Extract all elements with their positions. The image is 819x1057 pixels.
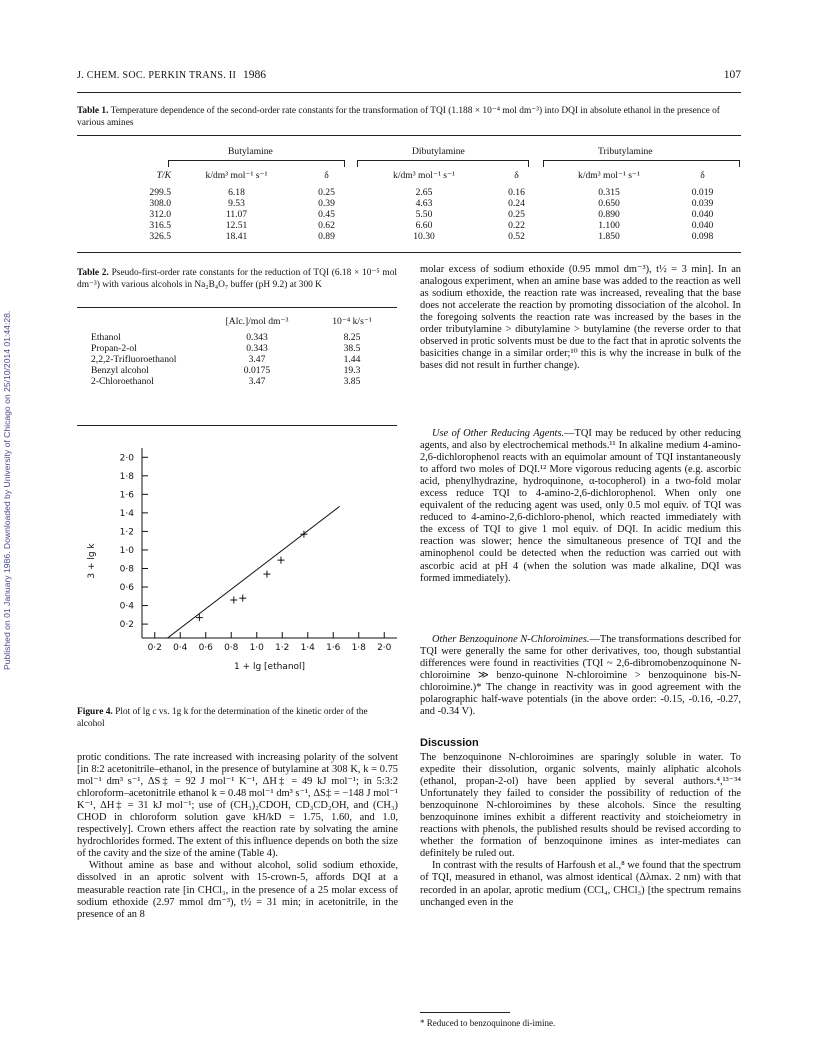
table-cell: 308.0 xyxy=(149,198,171,209)
table1-label: Table 1. xyxy=(77,106,109,116)
x-tick-label: 2·0 xyxy=(377,643,392,653)
download-watermark xyxy=(2,150,14,670)
data-point xyxy=(230,597,237,604)
table1-col-d2: δ xyxy=(514,170,519,181)
y-tick-label: 0·8 xyxy=(119,564,134,575)
y-tick-label: 2·0 xyxy=(119,453,134,464)
y-tick-label: 1·2 xyxy=(119,527,134,538)
section-title: Use of Other Reducing Agents. xyxy=(432,428,565,439)
table-cell: 11.07 xyxy=(225,209,248,220)
data-point xyxy=(263,571,270,578)
table-cell: 0.650 xyxy=(598,198,620,209)
table2 xyxy=(77,316,392,387)
table-cell: 2.65 xyxy=(415,187,433,198)
table-cell: Benzyl alcohol xyxy=(91,365,149,376)
table2-label: Table 2. xyxy=(77,268,109,278)
table1-brace-1 xyxy=(168,160,345,167)
table-row xyxy=(77,198,741,209)
table1-bottom-rule xyxy=(77,252,741,253)
table-cell: 0.25 xyxy=(318,187,335,198)
section-other-benzoquinone xyxy=(420,634,741,718)
table-cell: 19.3 xyxy=(343,365,361,376)
x-tick-label: 1·8 xyxy=(351,643,366,653)
table-cell: 0.039 xyxy=(691,198,714,209)
table-cell: 9.53 xyxy=(228,198,245,209)
x-tick-label: 1·0 xyxy=(249,643,264,653)
table-cell: 4.63 xyxy=(415,198,433,209)
y-tick-label: 1·8 xyxy=(119,471,134,482)
table2-col-k: 10⁻⁴ k/s⁻¹ xyxy=(332,316,372,327)
table-cell: 8.25 xyxy=(343,332,361,343)
journal-name: J. CHEM. SOC. PERKIN TRANS. II xyxy=(77,70,237,81)
table1-col-d3: δ xyxy=(700,170,705,181)
table-cell: 0.22 xyxy=(508,220,525,231)
journal-year: 1986 xyxy=(243,69,266,81)
body-paragraph: In contrast with the results of Harfoush et al.,⁸ we found that the spectrum of TQI, measured in ethanol, was almost identical (Δλmax. 2 nm) with that recorded in an apolar, aprotic medium (CCl₄, CHCl₃) [the spectrum remains unchanged even in the xyxy=(420,860,741,908)
y-tick-label: 1·4 xyxy=(119,508,134,519)
table1-group-butylamine: Butylamine xyxy=(228,146,273,157)
table-cell: 10.30 xyxy=(413,231,435,242)
footnote: * Reduced to benzoquinone di-imine. xyxy=(420,1018,556,1028)
table-row xyxy=(77,354,392,365)
x-tick-label: 0·6 xyxy=(198,643,213,653)
table-row xyxy=(77,220,741,231)
section-title: Other Benzoquinone N-Chloroimines. xyxy=(432,634,590,645)
data-point xyxy=(277,557,284,564)
table-cell: 0.040 xyxy=(691,220,714,231)
fit-line xyxy=(168,506,340,638)
table-cell: 0.45 xyxy=(318,209,335,220)
table-cell: 0.040 xyxy=(691,209,714,220)
footnote-rule xyxy=(420,1012,510,1013)
x-axis-label: 1 + lg [ethanol] xyxy=(233,662,306,672)
table1-brace-3 xyxy=(543,160,740,167)
right-column-lower xyxy=(420,634,741,718)
right-column-top xyxy=(420,264,741,372)
table-row xyxy=(77,231,741,242)
x-tick-label: 0·8 xyxy=(224,643,239,653)
y-tick-label: 0·4 xyxy=(119,601,134,612)
table-cell: 3.47 xyxy=(248,354,266,365)
table2-top-rule xyxy=(77,307,397,308)
figure4-caption xyxy=(77,707,397,730)
discussion-heading: Discussion xyxy=(420,737,479,749)
table-cell: 12.51 xyxy=(225,220,248,231)
table-cell: 1.850 xyxy=(598,231,620,242)
y-tick-label: 0·2 xyxy=(119,620,134,631)
table-row xyxy=(77,332,392,343)
table-cell: 316.5 xyxy=(149,220,171,231)
table1-caption xyxy=(77,106,741,129)
table-cell: 0.89 xyxy=(318,231,335,242)
header-rule xyxy=(77,92,741,93)
table-cell: 6.60 xyxy=(415,220,433,231)
body-paragraph: —TQI may be reduced by other reducing agents, and also by electrochemical methods.¹¹ In alkaline medium 4-amino-2,6-dichlorophenol reacts with an equimolar amount of TQI instantaneously to afford two moles of DQI.¹² More vigorous reducing agents (e.g. ascorbic acid, phenylhydrazine, hydroquinone, α-tocopherol) in a two-fold molar excess reduce TQI to 4-amino-2,6-dichlorophenol. When only one equivalent of the reducing agent was used, only 0.5 mol equiv. of TQI was reduced to 4-amino-2,6-dichloro-phenol, which reacted immediately with the excess of TQI to give 1 mol equiv. of DQI. In acidic medium this reaction was slower; hence the simultaneous presence of TQI and the aminophenol could be detected when the reduction was carried out with ascorbic acid at pH 4 (when the solution was made alkaline, DQI was formed immediately). xyxy=(420,428,741,584)
table-cell: Propan-2-ol xyxy=(91,343,137,354)
table-row xyxy=(77,365,392,376)
page-number: 107 xyxy=(723,69,741,81)
table2-bottom-rule xyxy=(77,425,397,426)
table1-col-k2: k/dm³ mol⁻¹ s⁻¹ xyxy=(393,170,455,181)
table2-caption-text: Pseudo-first-order rate constants for the reduction of TQI (6.18 × 10⁻⁵ mol dm⁻³) with various alcohols in Na₂B₄O₇ buffer (pH 9.2) at 300 K xyxy=(77,268,397,290)
body-paragraph: protic conditions. The rate increased with increasing polarity of the solvent [in 8:2 acetonitrile–ethanol, in the presence of butylamine at 308 K, k = 0.75 mol⁻¹ dm³ s⁻¹, ΔS‡ = 92 J mol⁻¹ K⁻¹, ΔH‡ = 49 kJ mol⁻¹; in 5:3:2 chloroform–acetonitrile ethanol k = 0.48 mol⁻¹ dm³ s⁻¹, ΔS‡ = −148 J mol⁻¹ K⁻¹, ΔH‡ = 31 kJ mol⁻¹; use of (CH₃)₂CDOH, CD₃CD₂OH, and (CH₃) CHOD in chloroform solution gave kH/kD = 1.75, 1.60, and 1.0, respectively]. Crown ethers affect the reaction rate by solvating the amine hydrochlorides formed. The extent of this influence depends on both the size of the cavity and the size of the amine (Table 4). xyxy=(77,752,398,860)
table-cell: 326.5 xyxy=(149,231,171,242)
table2-caption xyxy=(77,268,397,291)
table-cell: 1.44 xyxy=(343,354,361,365)
table1-group-tributylamine: Tributylamine xyxy=(598,146,653,157)
table-cell: 0.16 xyxy=(508,187,525,198)
table-cell: 0.890 xyxy=(598,209,620,220)
data-point xyxy=(239,595,246,602)
table-row xyxy=(77,209,741,220)
body-paragraph: Without amine as base and without alcohol, solid sodium ethoxide, dissolved in an aprotic solvent with 15-crown-5, affords DQI at a measurable reaction rate [in CHCl₃, in the presence of a 25 molar excess of sodium ethoxide (2.97 mmol dm⁻³), t½ = 31 min; in acetonitrile, in the presence of an 8 xyxy=(77,860,398,920)
y-tick-label: 0·6 xyxy=(119,583,134,594)
table-row xyxy=(77,187,741,198)
table-cell: 1.100 xyxy=(598,220,620,231)
right-column-middle xyxy=(420,428,741,585)
running-head xyxy=(77,69,266,81)
table1-col-k1: k/dm³ mol⁻¹ s⁻¹ xyxy=(205,170,268,181)
left-column-body xyxy=(77,752,398,921)
table1-brace-2 xyxy=(357,160,529,167)
body-paragraph: The benzoquinone N-chloroimines are sparingly soluble in water. To expedite their dissolution, organic solvents, mainly aliphatic alcohols (ethanol, propan-2-ol) have been applied by several authors.⁴,¹³⁻³⁴ Unfortunately they failed to consider the possibility of reduction of the benzoquinone N-chloroimines by these alcohols. Since the resulting benzoquinone imines exhibit a different reactivity and stoicheiometry in reactions with phenols, the published results should be revised according to whether the formation of benzoquinone imines as inter-mediates can definitely be ruled out. xyxy=(420,752,741,860)
table1-col-d1: δ xyxy=(324,170,329,181)
section-reducing-agents xyxy=(420,428,741,585)
table-cell: 2,2,2-Trifluoroethanol xyxy=(91,354,177,365)
x-tick-label: 1·6 xyxy=(326,643,341,653)
table1 xyxy=(77,170,741,242)
table-row xyxy=(77,376,392,387)
table2-header-row xyxy=(77,316,392,327)
body-paragraph: molar excess of sodium ethoxide (0.95 mmol dm⁻³), t½ = 3 min]. In an analogous experiment, when an amine base was added to the reaction as well as sodium ethoxide, the reaction rate was increased, revealing that the base does not accelerate the reaction by promoting dissociation of the alcohol. In the foregoing solvents the reaction rate was increased by the bases in the order tributylamine > dibutylamine > butylamine (the reverse order to that observed in protic solvents must be due to the fact that in aprotic solvents the basicities change in a similar order;¹⁰ this is why the increase in bulk of the bases did not result in further change). xyxy=(420,264,741,372)
body-paragraph: —The transformations described for TQI were generally the same for other derivatives, too, though substantial differences were found in reactivities (TQI ~ 2,6-dibromobenzoquinone N-chloroimine ≫ benzo-quinone N-chloroimine > benzoquinone bis-N-chloroimine.)* The change in reactivity was in good agreement with the polarographic half-wave potentials (in the above order: -0.15, -0.16, -0.27, and -0.34 V). xyxy=(420,634,741,718)
figure4-caption-text: Plot of lg c vs. 1g k for the determination of the kinetic order of the alcohol xyxy=(77,707,368,729)
table-cell: 0.25 xyxy=(508,209,525,220)
table-cell: 6.18 xyxy=(228,187,245,198)
table1-col-k3: k/dm³ mol⁻¹ s⁻¹ xyxy=(578,170,640,181)
table-cell: 299.5 xyxy=(149,187,171,198)
table-cell: 18.41 xyxy=(225,231,248,242)
table-cell: 0.343 xyxy=(246,332,268,343)
figure4-chart xyxy=(72,440,402,675)
table-cell: 3.47 xyxy=(248,376,266,387)
table-cell: 312.0 xyxy=(149,209,171,220)
table-cell: 0.315 xyxy=(598,187,620,198)
table-cell: Ethanol xyxy=(91,332,121,343)
table-cell: 0.0175 xyxy=(243,365,271,376)
table-cell: 2-Chloroethanol xyxy=(91,376,154,387)
figure4-label: Figure 4. xyxy=(77,707,113,717)
y-tick-label: 1·6 xyxy=(119,490,134,501)
table1-top-rule xyxy=(77,135,741,136)
table-cell: 0.52 xyxy=(508,231,525,242)
table-cell: 0.24 xyxy=(508,198,525,209)
table1-group-dibutylamine: Dibutylamine xyxy=(412,146,465,157)
table1-header-row xyxy=(77,170,741,181)
x-tick-label: 0·2 xyxy=(147,643,162,653)
table-row xyxy=(77,343,392,354)
table-cell: 38.5 xyxy=(343,343,361,354)
table-cell: 0.019 xyxy=(691,187,714,198)
y-axis-label: 3 + lg k xyxy=(87,543,97,579)
download-watermark-text: Published on 01 January 1986. Downloaded by University of Chicago on 25/10/2014 01:44:28. xyxy=(2,310,12,670)
table-cell: 0.62 xyxy=(318,220,335,231)
x-tick-label: 1·2 xyxy=(275,643,290,653)
y-tick-label: 1·0 xyxy=(119,545,134,556)
table-cell: 0.39 xyxy=(318,198,335,209)
table-cell: 0.098 xyxy=(691,231,714,242)
table2-col-alcohol xyxy=(77,316,202,327)
table-cell: 0.343 xyxy=(246,343,268,354)
x-tick-label: 0·4 xyxy=(173,643,188,653)
table-cell: 5.50 xyxy=(415,209,433,220)
right-column-discussion xyxy=(420,752,741,909)
table1-caption-text: Temperature dependence of the second-order rate constants for the transformation of TQI (1.188 × 10⁻⁴ mol dm⁻³) into DQI in absolute ethanol in the presence of various amines xyxy=(77,106,720,128)
table2-col-conc: [Alc.]/mol dm⁻³ xyxy=(225,316,289,327)
table-cell: 3.85 xyxy=(343,376,361,387)
x-tick-label: 1·4 xyxy=(300,643,315,653)
table1-col-T: T/K xyxy=(156,170,171,181)
